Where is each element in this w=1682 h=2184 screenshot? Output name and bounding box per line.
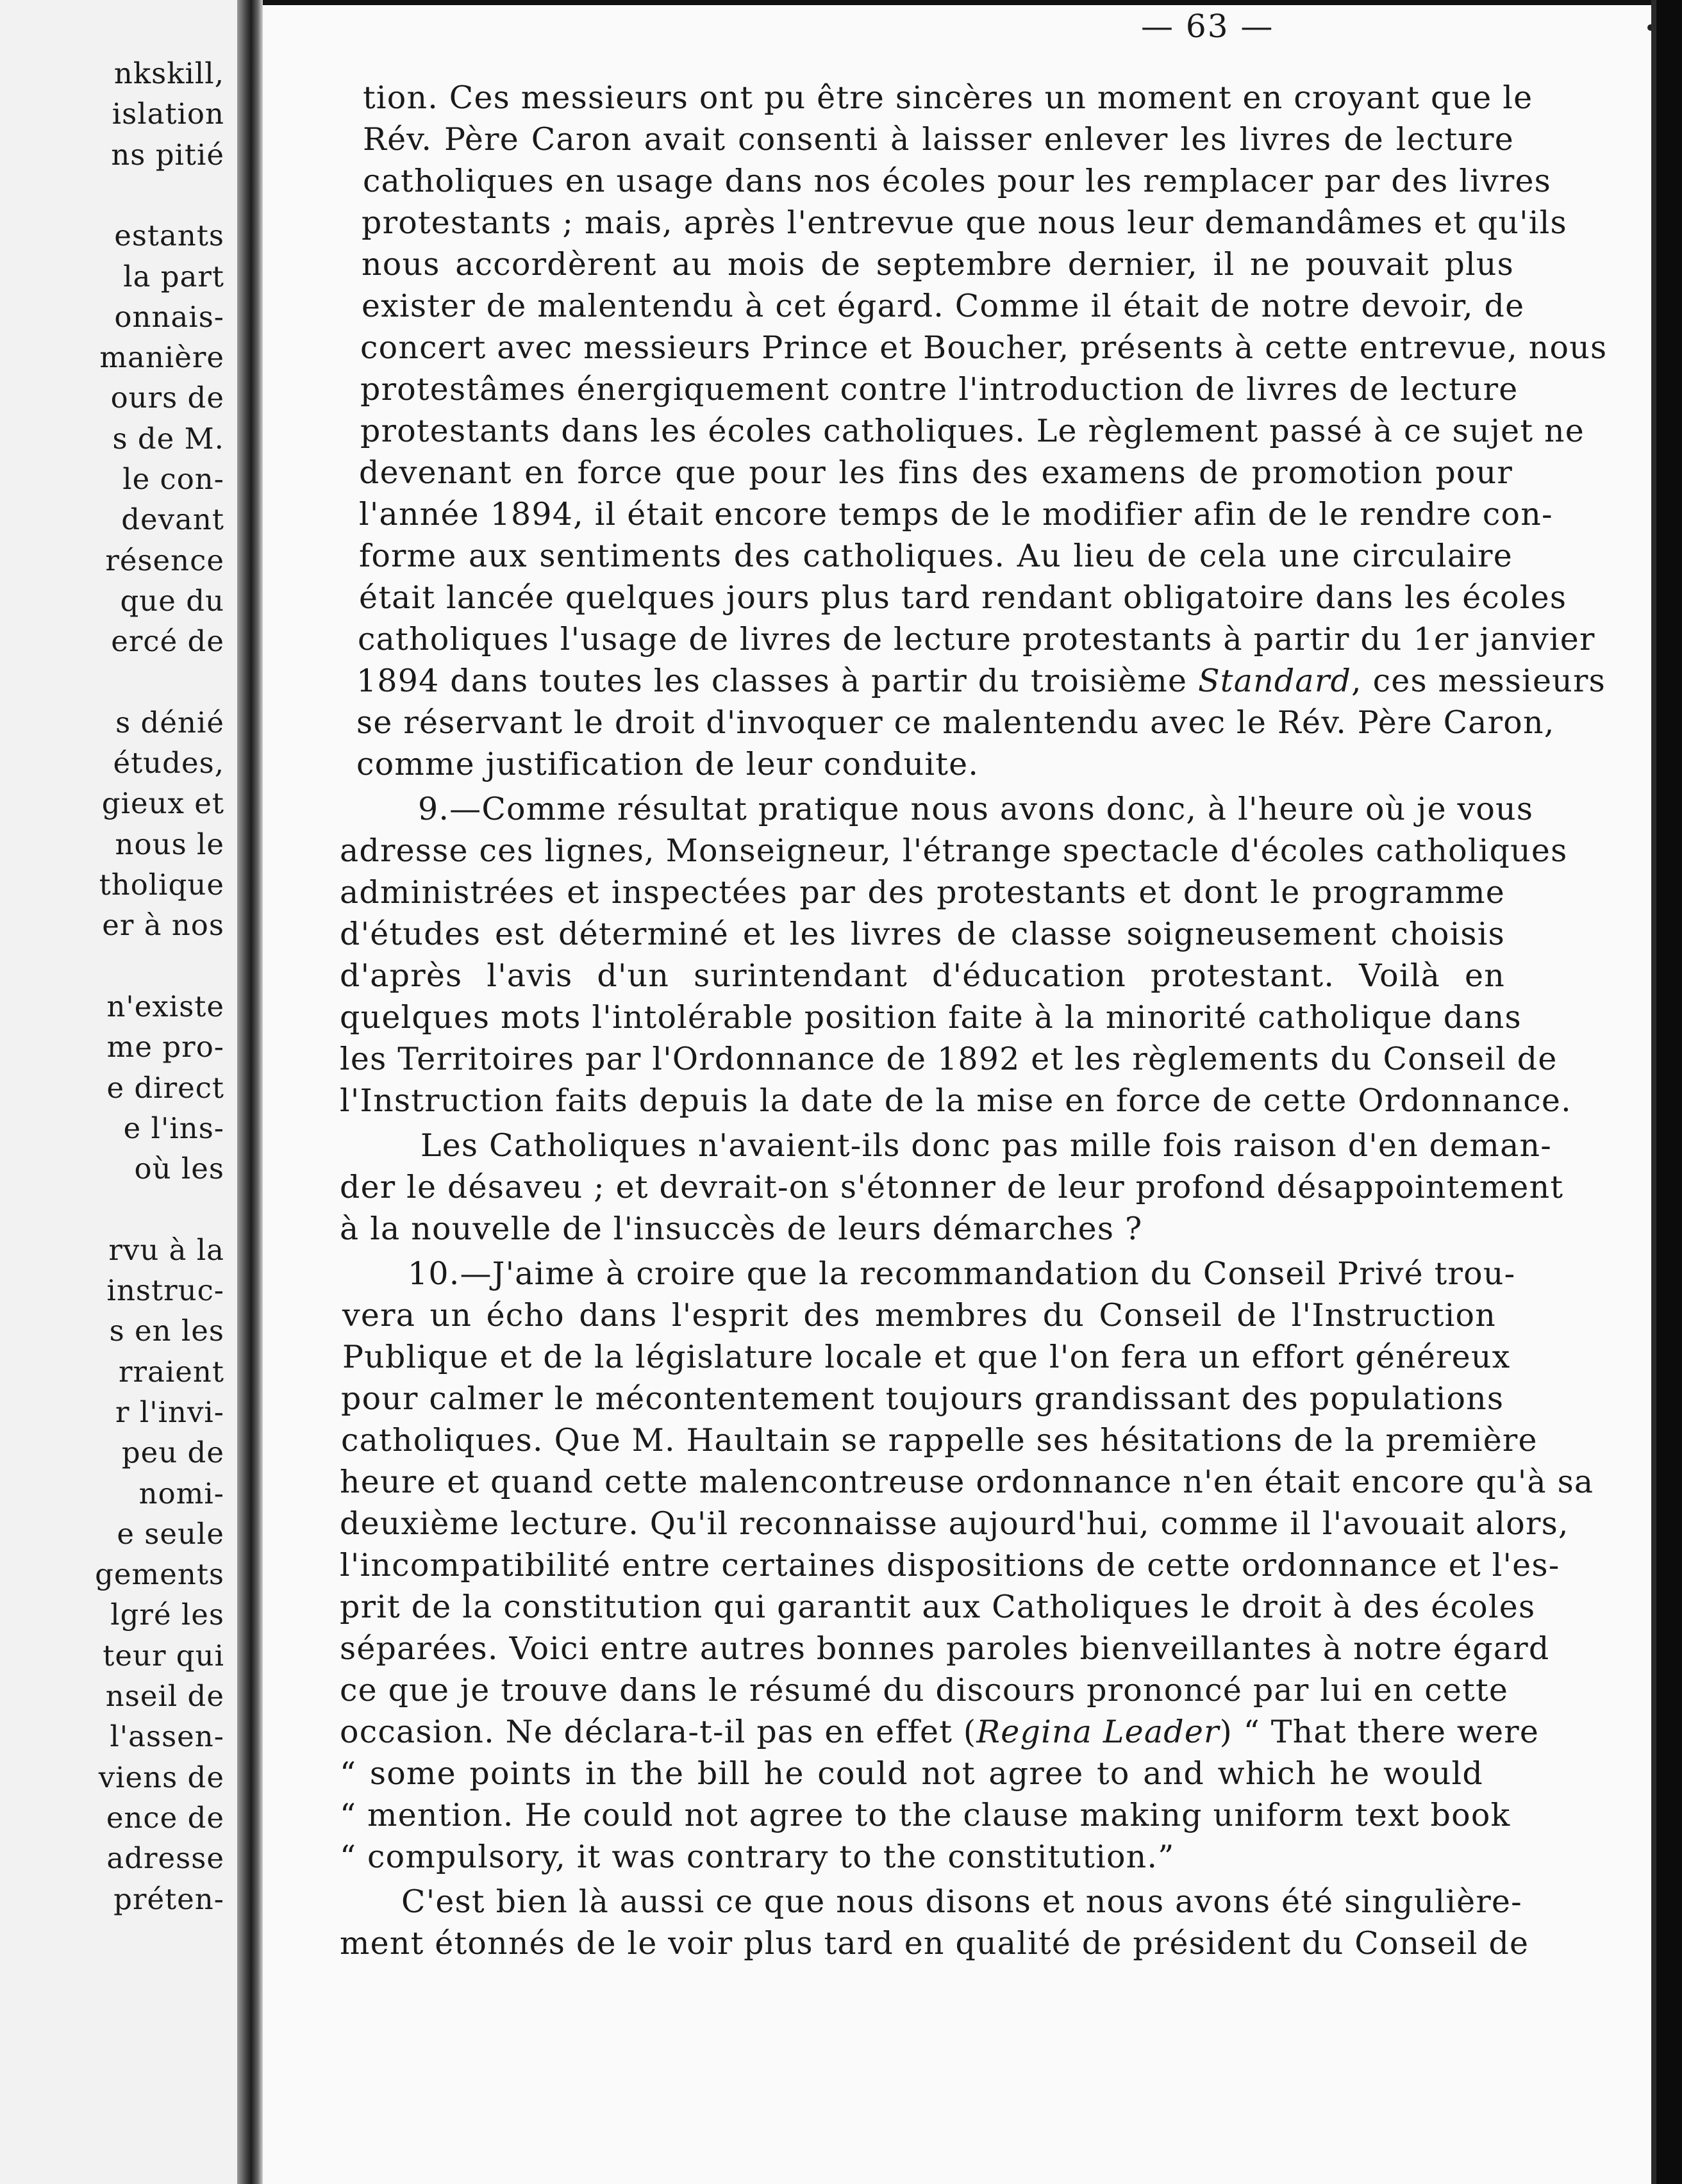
left-page-fragment: ercé de xyxy=(111,624,224,659)
text-line: concert avec messieurs Prince et Boucher, présents à cette entrevue, nous xyxy=(360,329,1608,366)
left-page-fragment: nkskill, xyxy=(113,56,224,90)
text-line: tion. Ces messieurs ont pu être sincères un moment en croyant que le xyxy=(363,79,1533,116)
left-page-fragment: nous le xyxy=(115,827,224,861)
text-line: l'incompatibilité entre certaines dispositions de cette ordonnance et l'es- xyxy=(340,1547,1560,1584)
text-line: les Territoires par l'Ordonnance de 1892 et les règlements du Conseil de xyxy=(340,1041,1558,1077)
text-line: devenant en force que pour les fins des examens de promotion pour xyxy=(359,454,1513,491)
text-line: ment étonnés de le voir plus tard en qualité de président du Conseil de xyxy=(340,1925,1529,1962)
left-page-fragment: e l'ins- xyxy=(123,1111,224,1145)
left-page-fragment: où les xyxy=(134,1152,224,1186)
text-line: 10.—J'aime à croire que la recommandation du Conseil Privé trou- xyxy=(408,1255,1516,1292)
text-line: catholiques. Que M. Haultain se rappelle ses hésitations de la première xyxy=(341,1422,1538,1459)
scan-right-edge xyxy=(1656,0,1682,2184)
scan-right-shadow xyxy=(1651,0,1656,2184)
text-line: comme justification de leur conduite. xyxy=(356,746,979,782)
left-page-fragment: nomi- xyxy=(138,1476,224,1510)
left-page-fragment: peu de xyxy=(121,1435,224,1470)
left-page-fragment: que du xyxy=(120,583,224,618)
text-span: ) “ That there were xyxy=(1219,1714,1540,1750)
text-line: à la nouvelle de l'insuccès de leurs démarches ? xyxy=(340,1211,1143,1247)
text-line: der le désaveu ; et devrait-on s'étonner de leur profond désappointement xyxy=(340,1169,1564,1205)
text-line: séparées. Voici entre autres bonnes paroles bienveillantes à notre égard xyxy=(340,1630,1550,1667)
left-page-fragment: études, xyxy=(113,746,224,781)
left-page-fragment: ns pitié xyxy=(111,137,224,172)
left-page-fragment: ence de xyxy=(106,1800,224,1835)
left-page-fragment: n'existe xyxy=(106,989,224,1023)
italic-title: Standard xyxy=(1198,663,1352,699)
left-page-fragment: s de M. xyxy=(112,421,224,456)
text-span: occasion. Ne déclara-t-il pas en effet ( xyxy=(340,1714,977,1750)
text-line: l'Instruction faits depuis la date de la mise en force de cette Ordonnance. xyxy=(340,1082,1572,1119)
text-span: 1894 dans toutes les classes à partir du troisième xyxy=(356,663,1199,699)
left-page-fragment: préten- xyxy=(113,1882,224,1916)
left-page-fragment: viens de xyxy=(98,1760,224,1794)
left-page-fragment: r l'invi- xyxy=(115,1394,224,1429)
text-line: “ compulsory, it was contrary to the constitution.” xyxy=(340,1839,1175,1875)
left-page-fragment: estants xyxy=(114,219,224,253)
left-page-fragment: onnais- xyxy=(114,299,224,334)
text-line: Publique et de la législature locale et que l'on fera un effort généreux xyxy=(342,1339,1511,1375)
left-page-fragment: gements xyxy=(95,1557,224,1592)
italic-title: Regina Leader xyxy=(976,1714,1220,1750)
text-line: pour calmer le mécontentement toujours grandissant des populations xyxy=(341,1380,1504,1417)
text-line: “ mention. He could not agree to the clause making uniform text book xyxy=(340,1797,1511,1833)
text-line: forme aux sentiments des catholiques. Au lieu de cela une circulaire xyxy=(359,538,1513,574)
text-line: vera un écho dans l'esprit des membres du Conseil de l'Instruction xyxy=(342,1297,1496,1334)
left-page-fragment: s en les xyxy=(109,1314,224,1348)
left-page-fragment: adresse xyxy=(106,1841,224,1876)
text-line: prit de la constitution qui garantit aux Catholiques le droit à des écoles xyxy=(340,1589,1536,1625)
text-span: , ces messieurs xyxy=(1351,663,1606,699)
text-line: C'est bien là aussi ce que nous disons et nous avons été singulière- xyxy=(401,1883,1522,1920)
left-page-fragment: gieux et xyxy=(101,786,224,821)
left-page-fragment: er à nos xyxy=(102,908,224,943)
text-line: Rév. Père Caron avait consenti à laisser enlever les livres de lecture xyxy=(363,121,1514,158)
text-line: protestants dans les écoles catholiques. Le règlement passé à ce sujet ne xyxy=(360,413,1585,449)
text-line: quelques mots l'intolérable position faite à la minorité catholique dans xyxy=(340,999,1522,1036)
left-page-fragment: la part xyxy=(123,259,224,294)
left-page-fragment: devant xyxy=(121,502,224,537)
text-line: Les Catholiques n'avaient-ils donc pas mille fois raison d'en deman- xyxy=(420,1127,1553,1164)
left-page-fragment: manière xyxy=(99,340,224,375)
left-page-fragment: teur qui xyxy=(103,1638,224,1673)
text-line: protestâmes énergiquement contre l'introduction de livres de lecture xyxy=(360,371,1519,408)
text-line: exister de malentendu à cet égard. Comme il était de notre devoir, de xyxy=(362,288,1525,324)
text-line: était lancée quelques jours plus tard rendant obligatoire dans les écoles xyxy=(359,579,1567,616)
left-page-fragment: instruc- xyxy=(106,1273,224,1307)
body-text xyxy=(0,64,1682,1962)
left-page-fragment: l'assen- xyxy=(110,1719,224,1754)
text-line: adresse ces lignes, Monseigneur, l'étrange spectacle d'écoles catholiques xyxy=(340,832,1568,869)
text-line: protestants ; mais, après l'entrevue que nous leur demandâmes et qu'ils xyxy=(362,204,1567,241)
left-page-fragment: ours de xyxy=(110,381,224,415)
left-page-fragment: s dénié xyxy=(115,705,224,740)
left-page-fragment: rraient xyxy=(119,1354,224,1389)
text-line: catholiques l'usage de livres de lecture protestants à partir du 1er janvier xyxy=(358,621,1595,658)
text-line: d'études est déterminé et les livres de classe soigneusement choisis xyxy=(340,916,1505,952)
left-page-fragment: me pro- xyxy=(106,1030,224,1064)
left-page-fragment: tholique xyxy=(99,868,224,902)
text-line: deuxième lecture. Qu'il reconnaisse aujourd'hui, comme il l'avouait alors, xyxy=(340,1505,1569,1542)
text-line: administrées et inspectées par des protestants et dont le programme xyxy=(340,874,1505,911)
text-line: “ some points in the bill he could not agree to and which he would xyxy=(340,1755,1483,1792)
left-page-fragment: résence xyxy=(105,543,224,577)
text-line: ce que je trouve dans le résumé du discours prononcé par lui en cette xyxy=(340,1672,1509,1708)
text-line: heure et quand cette malencontreuse ordonnance n'en était encore qu'à sa xyxy=(340,1464,1594,1500)
left-page-fragment: nseil de xyxy=(105,1679,224,1713)
text-line: se réservant le droit d'invoquer ce malentendu avec le Rév. Père Caron, xyxy=(356,704,1555,741)
text-line: l'année 1894, il était encore temps de le modifier afin de le rendre con- xyxy=(359,496,1553,533)
page-number: — 63 — xyxy=(1141,8,1274,45)
left-page-fragment: islation xyxy=(112,97,224,131)
left-page-fragment: e seule xyxy=(117,1516,224,1551)
text-line xyxy=(356,663,1606,699)
left-page-fragment: e direct xyxy=(106,1070,224,1105)
left-page-fragment: rvu à la xyxy=(108,1232,224,1267)
text-line: nous accordèrent au mois de septembre dernier, il ne pouvait plus xyxy=(362,246,1514,283)
text-line: 9.—Comme résultat pratique nous avons donc, à l'heure où je vous xyxy=(418,791,1534,827)
text-line: d'après l'avis d'un surintendant d'éducation protestant. Voilà en xyxy=(340,957,1505,994)
left-page-fragment: lgré les xyxy=(110,1598,224,1632)
text-line xyxy=(340,1714,1540,1750)
left-page-fragment: le con- xyxy=(122,462,224,496)
text-line: catholiques en usage dans nos écoles pour les remplacer par des livres xyxy=(363,163,1552,199)
